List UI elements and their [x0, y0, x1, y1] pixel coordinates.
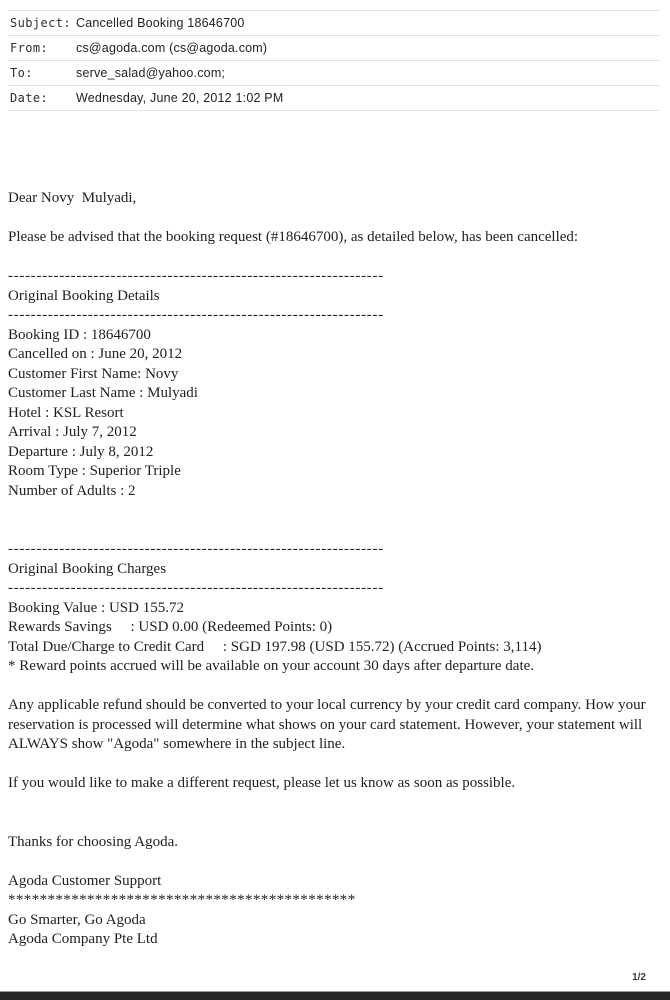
blank-line: [8, 501, 656, 521]
from-value: cs@agoda.com (cs@agoda.com): [76, 41, 268, 55]
detail-line-arrival: Arrival : July 7, 2012: [8, 424, 137, 440]
request-line: If you would like to make a different request, please let us know as soon as possible.: [8, 775, 516, 791]
header-row-to: [8, 61, 660, 86]
detail-line-last-name: Customer Last Name : Mulyadi: [8, 385, 198, 401]
section-separator: ------------------------------------------------------------------: [8, 541, 384, 557]
section-separator: ------------------------------------------------------------------: [8, 307, 384, 323]
intro-line: Please be advised that the booking request (#18646700), as detailed below, has been cancelled:: [8, 229, 579, 245]
detail-line-adults: Number of Adults : 2: [8, 482, 136, 499]
from-label: From:: [10, 41, 49, 55]
details-title: Original Booking Details: [8, 287, 160, 304]
thanks-line: Thanks for choosing Agoda.: [8, 833, 178, 850]
email-body: [8, 189, 656, 950]
blank-line: [8, 248, 656, 268]
detail-line-cancelled-on: Cancelled on : June 20, 2012: [8, 346, 183, 362]
charge-line-booking-value: Booking Value : USD 155.72: [8, 599, 184, 616]
header-row-from: [8, 36, 660, 61]
charge-line-rewards-savings: Rewards Savings : USD 0.00 (Redeemed Points: 0): [8, 619, 333, 635]
signature-line: Agoda Customer Support: [8, 872, 162, 889]
charge-line-reward-note: * Reward points accrued will be available on your account 30 days after departure date.: [8, 658, 535, 674]
date-value: Wednesday, June 20, 2012 1:02 PM: [76, 91, 284, 105]
header-row-subject: [8, 11, 660, 36]
blank-line: [8, 813, 656, 833]
greeting-line: Dear Novy Mulyadi,: [8, 190, 137, 206]
to-value: serve_salad@yahoo.com;: [76, 66, 226, 80]
detail-line-hotel: Hotel : KSL Resort: [8, 404, 124, 421]
asterisk-separator: ********************************************: [8, 892, 356, 908]
date-label: Date:: [10, 91, 49, 105]
charge-line-total-due: Total Due/Charge to Credit Card : SGD 197.98 (USD 155.72) (Accrued Points: 3,114): [8, 638, 542, 655]
blank-line: [8, 755, 656, 775]
page-number: 1/2: [632, 972, 646, 983]
tagline-line: Go Smarter, Go Agoda: [8, 911, 146, 928]
header-row-date: [8, 86, 660, 111]
subject-value: Cancelled Booking 18646700: [76, 16, 245, 30]
blank-line: [8, 677, 656, 697]
detail-line-first-name: Customer First Name: Novy: [8, 365, 179, 382]
blank-line: [8, 794, 656, 814]
section-separator: ------------------------------------------------------------------: [8, 580, 384, 596]
section-separator: ------------------------------------------------------------------: [8, 268, 384, 284]
charges-title: Original Booking Charges: [8, 560, 167, 577]
detail-line-booking-id: Booking ID : 18646700: [8, 326, 151, 343]
subject-label: Subject:: [10, 16, 71, 30]
to-label: To:: [10, 66, 33, 80]
blank-line: [8, 209, 656, 229]
blank-line: [8, 521, 656, 541]
page-divider-bar: [0, 991, 670, 1000]
blank-line: [8, 852, 656, 872]
email-header: [8, 10, 660, 111]
detail-line-room-type: Room Type : Superior Triple: [8, 463, 181, 479]
detail-line-departure: Departure : July 8, 2012: [8, 443, 154, 460]
company-line: Agoda Company Pte Ltd: [8, 931, 158, 947]
refund-paragraph: Any applicable refund should be converted to your local currency by your credit card company. How your reservation is processed will determine what shows on your card statement. However, your statement will ALWAYS show "Agoda" somewhere in the subject line.: [8, 697, 650, 752]
